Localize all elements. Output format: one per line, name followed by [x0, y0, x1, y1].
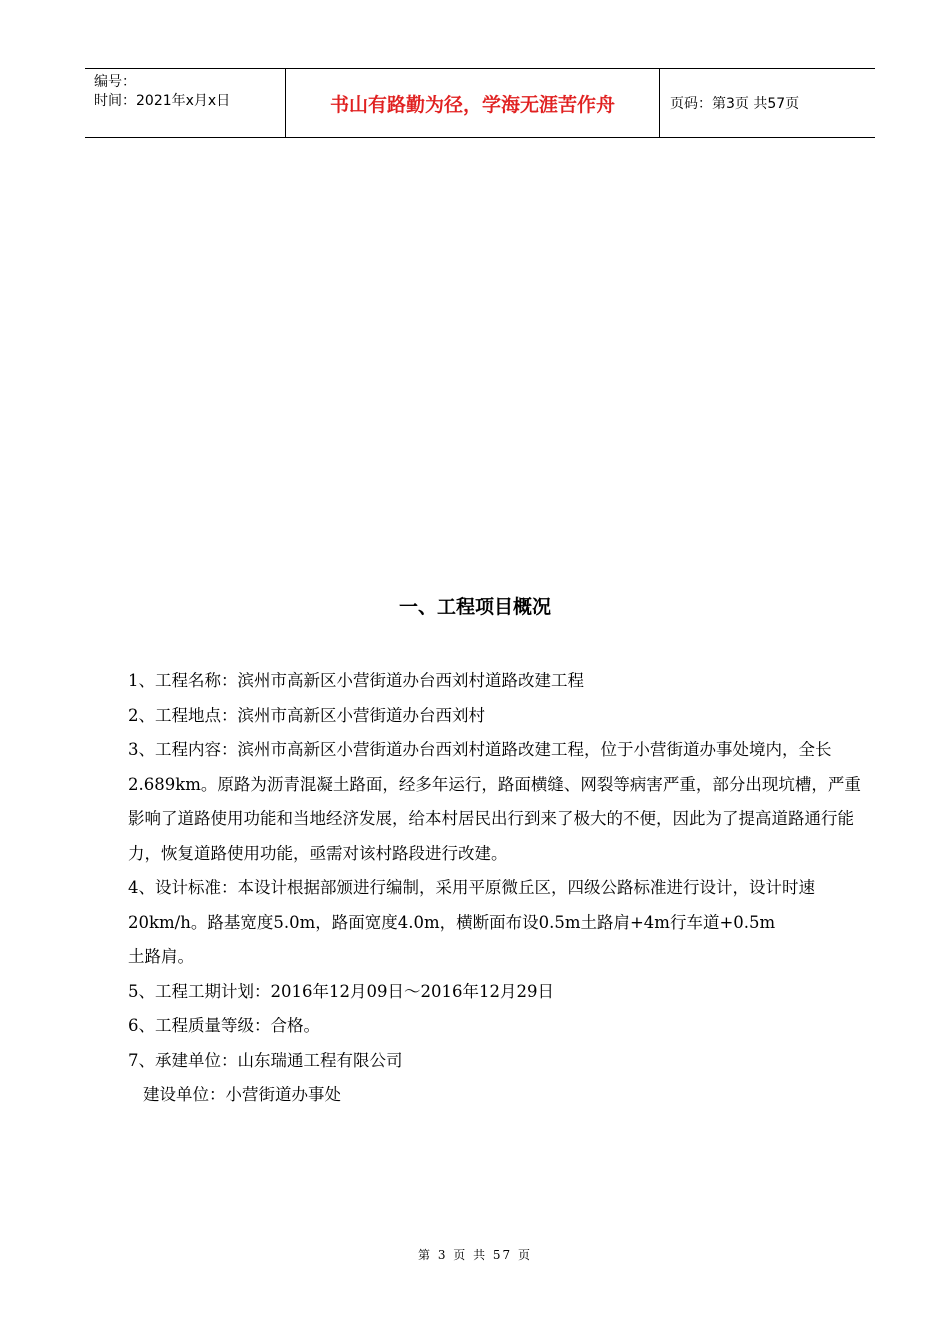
item-project-name: 1、工程名称：滨州市高新区小营街道办台西刘村道路改建工程: [128, 671, 584, 690]
page-header: [85, 68, 875, 138]
page-footer: 第 3 页 共 57 页: [418, 1248, 532, 1262]
item-contractor: 7、承建单位：山东瑞通工程有限公司: [128, 1050, 403, 1070]
item-design-standard: 4、设计标准：本设计根据部颁进行编制，采用平原微丘区，四级公路标准进行设计，设计时速20km/h。路基宽度5.0m，路面宽度4.0m，横断面布设0.5m土路肩+4m行车道+0.5m: [128, 878, 815, 932]
item-schedule: 5、工程工期计划：2016年12月09日～2016年12月29日: [128, 981, 554, 1001]
document-body: [128, 664, 863, 1113]
number-label: 编号：: [94, 74, 136, 90]
section-title: 一、工程项目概况: [398, 596, 551, 618]
header-meta: [85, 69, 285, 137]
time-label: 时间：2021年x月x日: [94, 93, 231, 109]
item-project-location: 2、工程地点：滨州市高新区小营街道办台西刘村: [128, 705, 485, 725]
header-page-info: 页码：第3页 共57页: [670, 96, 800, 112]
item-design-standard-cont: 土路肩。: [128, 947, 194, 966]
item-owner: 建设单位：小营街道办事处: [143, 1085, 341, 1104]
header-motto: 书山有路勤为径，学海无涯苦作舟: [285, 69, 660, 137]
item-quality-grade: 6、工程质量等级：合格。: [128, 1016, 320, 1035]
item-project-content: 3、工程内容：滨州市高新区小营街道办台西刘村道路改建工程，位于小营街道办事处境内，全长2.689km。原路为沥青混凝土路面，经多年运行，路面横缝、网裂等病害严重，部分出现坑槽，严重影响了道路使用功能和当地经济发展，给本村居民出行到来了极大的不便，因此为了提高道路通行能力，恢复道路使用功能，亟需对该村路段进行改建。: [128, 740, 861, 863]
